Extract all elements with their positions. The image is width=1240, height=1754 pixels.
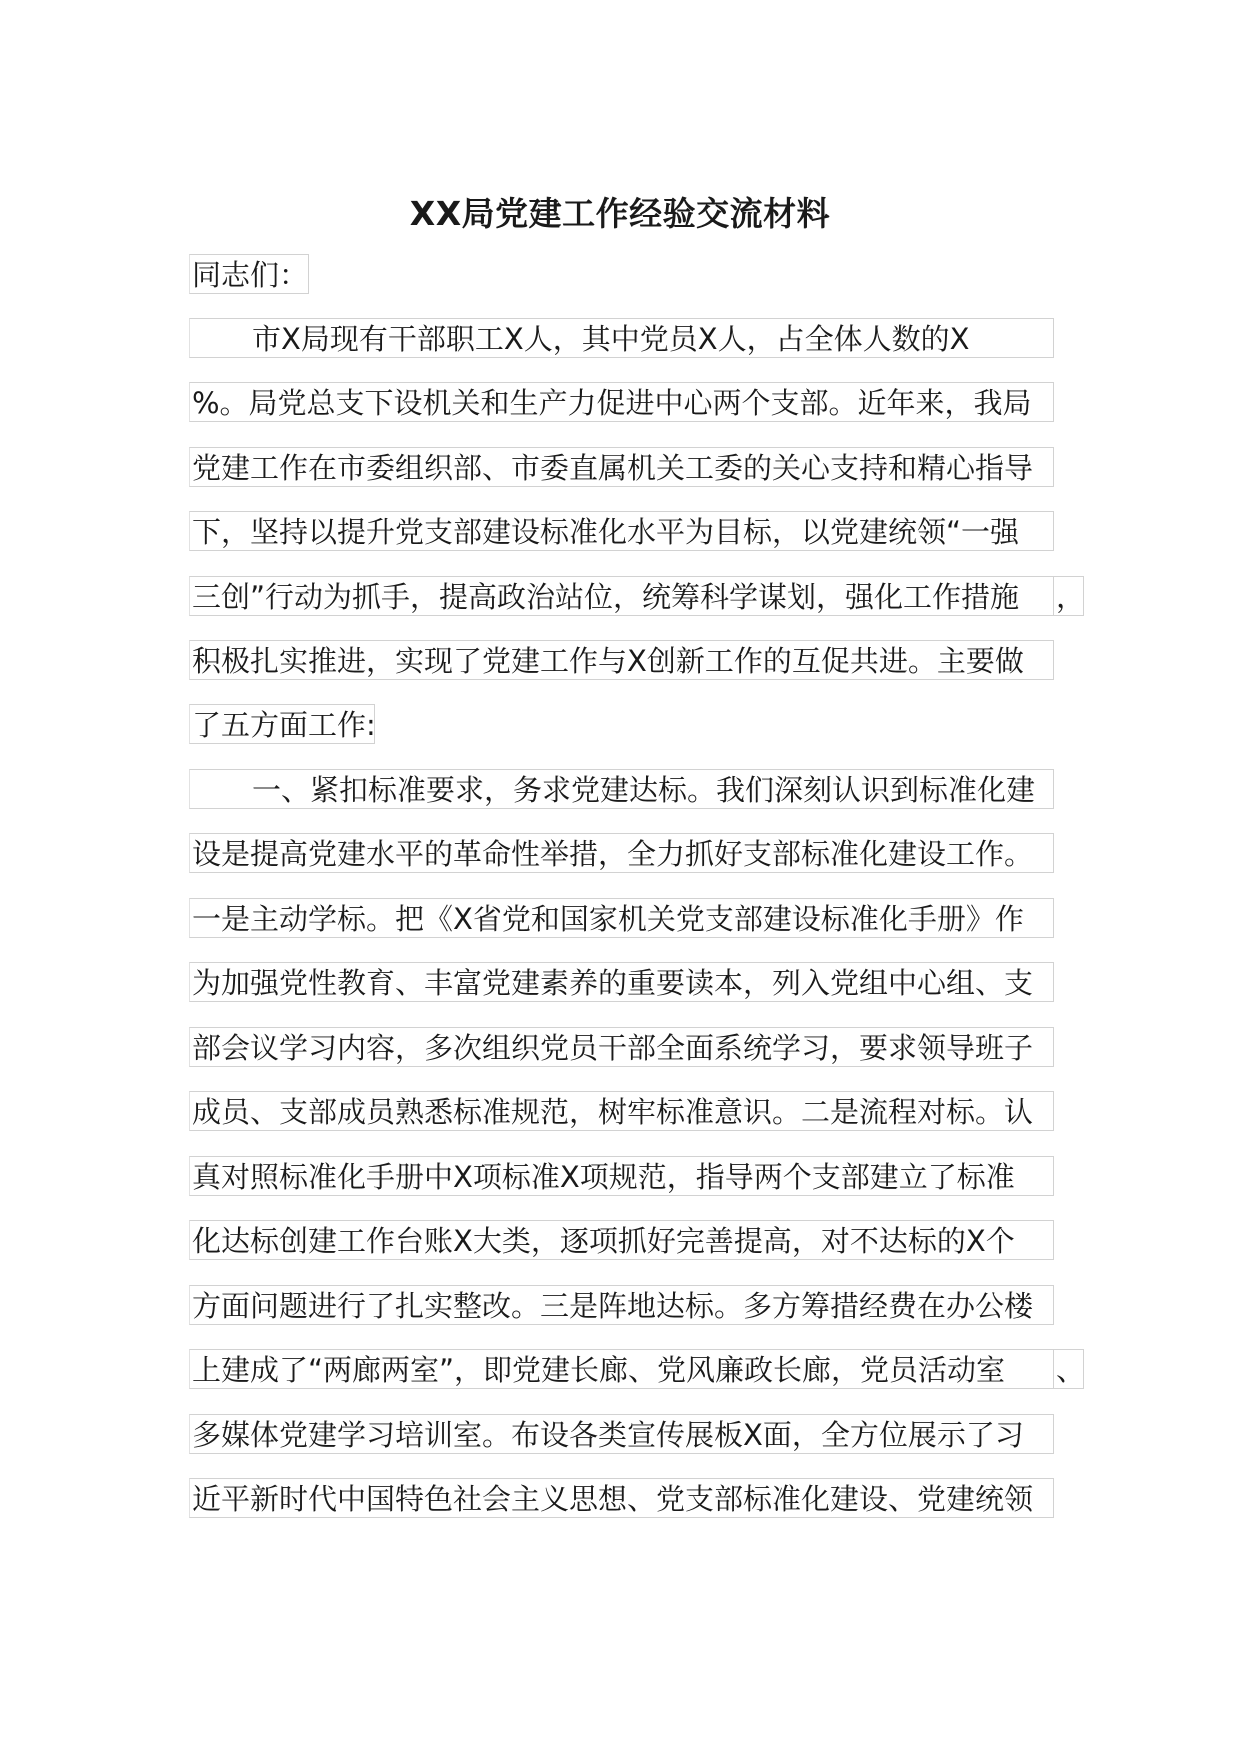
text-line-6: 积极扎实推进，实现了党建工作与X创新工作的互促共进。主要做 [189, 640, 1054, 680]
text-line-19: 近平新时代中国特色社会主义思想、党支部标准化建设、党建统领 [189, 1478, 1054, 1518]
line-overflow-enumeration-comma: 、 [1054, 1349, 1084, 1389]
text-line-4: 下，坚持以提升党支部建设标准化水平为目标，以党建统领“一强 [189, 511, 1054, 551]
document-title: XX局党建工作经验交流材料 [409, 194, 831, 233]
text-line-5: 三创”行动为抓手，提高政治站位，统筹科学谋划，强化工作措施 [189, 576, 1054, 616]
text-line-9: 设是提高党建水平的革命性举措，全力抓好支部标准化建设工作。 [189, 833, 1054, 873]
text-line-1: 市X局现有干部职工X人，其中党员X人，占全体人数的X [189, 318, 1054, 358]
text-line-13: 成员、支部成员熟悉标准规范，树牢标准意识。二是流程对标。认 [189, 1091, 1054, 1131]
line-overflow-comma: ， [1054, 576, 1084, 616]
text-line-10: 一是主动学标。把《X省党和国家机关党支部建设标准化手册》作 [189, 898, 1054, 938]
text-line-7: 了五方面工作: [189, 704, 375, 744]
text-line-2: %。局党总支下设机关和生产力促进中心两个支部。近年来，我局 [189, 382, 1054, 422]
text-line-16: 方面问题进行了扎实整改。三是阵地达标。多方筹措经费在办公楼 [189, 1285, 1054, 1325]
text-line-11: 为加强党性教育、丰富党建素养的重要读本，列入党组中心组、支 [189, 962, 1054, 1002]
text-line-8: 一、紧扣标准要求，务求党建达标。我们深刻认识到标准化建 [189, 769, 1054, 809]
text-line-3: 党建工作在市委组织部、市委直属机关工委的关心支持和精心指导 [189, 447, 1054, 487]
text-line-14: 真对照标准化手册中X项标准X项规范，指导两个支部建立了标准 [189, 1156, 1054, 1196]
text-line-15: 化达标创建工作台账X大类，逐项抓好完善提高，对不达标的X个 [189, 1220, 1054, 1260]
text-line-18: 多媒体党建学习培训室。布设各类宣传展板X面，全方位展示了习 [189, 1414, 1054, 1454]
text-line-12: 部会议学习内容，多次组织党员干部全面系统学习，要求领导班子 [189, 1027, 1054, 1067]
salutation-line: 同志们： [189, 254, 309, 294]
text-line-17: 上建成了“两廊两室”，即党建长廊、党风廉政长廊，党员活动室 [189, 1349, 1054, 1389]
